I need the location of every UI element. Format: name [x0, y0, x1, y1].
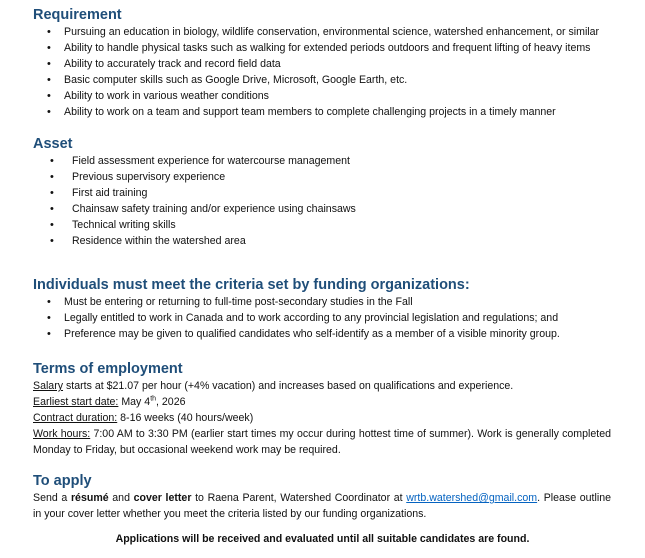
- criteria-heading: Individuals must meet the criteria set by funding organizations:: [33, 277, 470, 293]
- duration-label: Contract duration:: [33, 412, 118, 424]
- apply-text: [33, 490, 611, 522]
- list-item: • Chainsaw safety training and/or experience using chainsaws: [33, 201, 356, 217]
- list-item: • Technical writing skills: [33, 217, 356, 233]
- hours-text: 7:00 AM to 3:30 PM (earlier start times my occur during hottest time of summer). Work is generally completed Monday to Friday, but occasional weekend work may be required.: [33, 428, 611, 456]
- list-item: • Ability to handle physical tasks such as walking for extended periods outdoors and frequent lifting of heavy items: [33, 40, 599, 56]
- hours-line: [33, 426, 611, 458]
- apply-section: [33, 472, 611, 522]
- requirement-section: [33, 6, 599, 120]
- start-date-line: [33, 394, 611, 410]
- apply-text-part: and: [108, 492, 134, 504]
- asset-section: [33, 135, 356, 249]
- salary-text: starts at $21.07 per hour (+4% vacation) and increases based on qualifications and experience.: [63, 380, 514, 392]
- start-date-label: Earliest start date:: [33, 396, 119, 408]
- start-date-text: May 4: [118, 396, 151, 408]
- list-item: • Must be entering or returning to full-time post-secondary studies in the Fall: [33, 294, 560, 310]
- list-item: • Ability to work in various weather conditions: [33, 88, 599, 104]
- start-date-year: , 2026: [156, 396, 186, 408]
- list-item: • Field assessment experience for watercourse management: [33, 153, 356, 169]
- list-item: • Legally entitled to work in Canada and to work according to any provincial legislation and regulations; and: [33, 310, 560, 326]
- apply-text-part: to Raena Parent, Watershed Coordinator at: [191, 492, 407, 504]
- list-item: • Preference may be given to qualified candidates who self-identify as a member of a visible minority group.: [33, 326, 560, 342]
- asset-list: [33, 153, 356, 249]
- list-item: • Previous supervisory experience: [33, 169, 356, 185]
- email-link[interactable]: wrtb.watershed@gmail.com: [406, 492, 538, 504]
- list-item: • Ability to accurately track and record field data: [33, 56, 599, 72]
- apply-text-part: Send a: [33, 492, 71, 504]
- list-item: • Basic computer skills such as Google Drive, Microsoft, Google Earth, etc.: [33, 72, 599, 88]
- resume-bold: résumé: [70, 492, 109, 504]
- cover-letter-bold: cover letter: [133, 492, 192, 504]
- asset-heading: Asset: [33, 136, 73, 152]
- apply-text-part: . Please outline in your cover letter whether you meet the criteria listed by our funding organizations.: [33, 492, 611, 520]
- criteria-list: [33, 294, 560, 342]
- requirement-list: [33, 24, 599, 120]
- list-item: • First aid training: [33, 185, 356, 201]
- salary-line: [33, 378, 611, 394]
- salary-label: Salary: [33, 380, 64, 392]
- list-item: • Residence within the watershed area: [33, 233, 356, 249]
- list-item: • Ability to work on a team and support team members to complete challenging projects in a timely manner: [33, 104, 599, 120]
- criteria-section: [33, 276, 560, 342]
- duration-text: 8-16 weeks (40 hours/week): [117, 412, 254, 424]
- requirement-heading: Requirement: [33, 7, 122, 23]
- terms-heading: Terms of employment: [33, 361, 183, 377]
- terms-section: [33, 360, 611, 458]
- footer-note: Applications will be received and evaluated until all suitable candidates are found.: [115, 533, 530, 545]
- apply-heading: To apply: [33, 473, 92, 489]
- list-item: • Pursuing an education in biology, wildlife conservation, environmental science, watershed enhancement, or similar: [33, 24, 599, 40]
- start-date-sup: th: [150, 395, 157, 403]
- duration-line: [33, 410, 611, 426]
- hours-label: Work hours:: [33, 428, 91, 440]
